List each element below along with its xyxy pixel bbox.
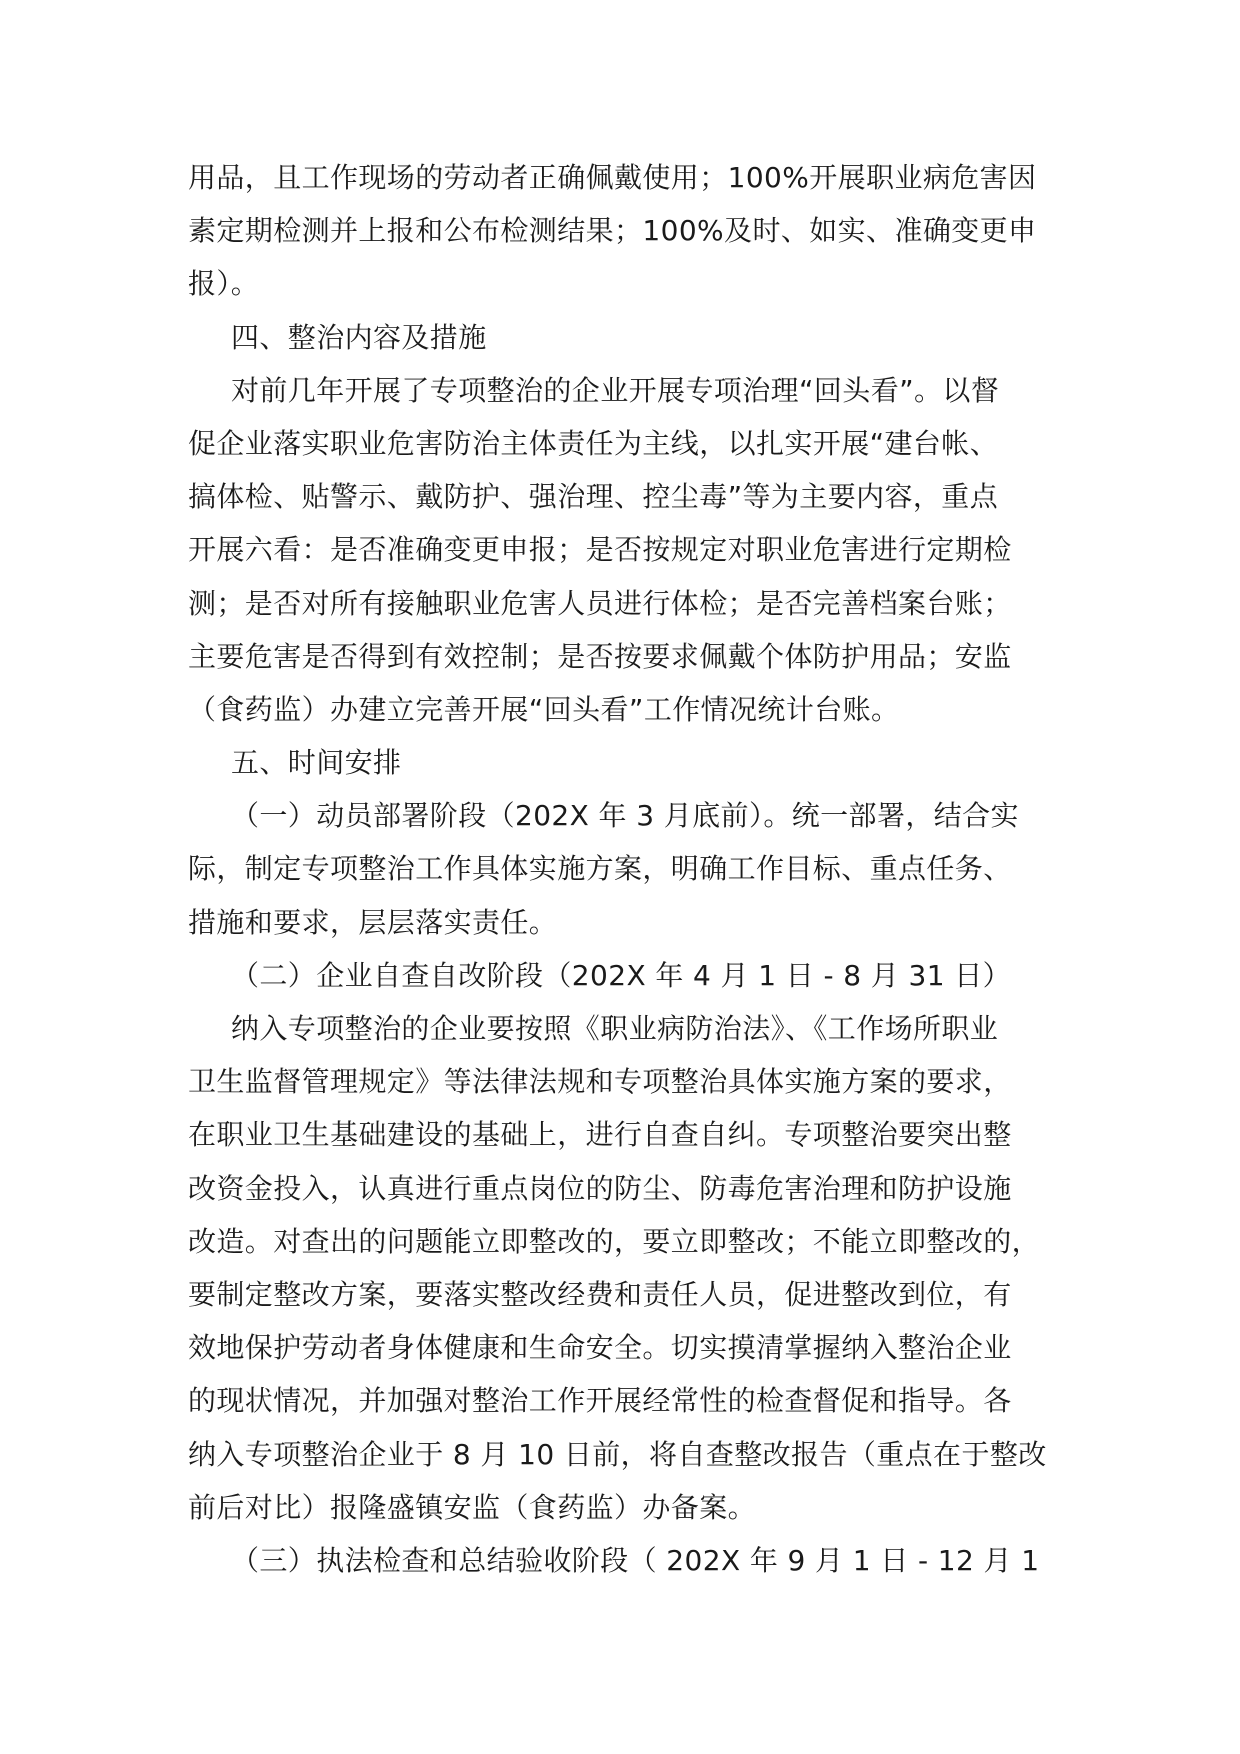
text-line: 素定期检测并上报和公布检测结果；100%及时、如实、准确变更申: [188, 214, 1037, 248]
text-line: 前后对比）报隆盛镇安监（食药监）办备案。: [188, 1490, 757, 1524]
text-line: 测；是否对所有接触职业危害人员进行体检；是否完善档案台账；: [188, 586, 1012, 620]
text-line: 用品，且工作现场的劳动者正确佩戴使用；100%开展职业病危害因: [188, 161, 1037, 194]
text-line: 在职业卫生基础建设的基础上，进行自查自纠。专项整治要突出整: [188, 1118, 1012, 1152]
text-line: 的现状情况，并加强对整治工作开展经常性的检查督促和指导。各: [188, 1384, 1012, 1418]
text-line: （食药监）办建立完善开展“回头看”工作情况统计台账。: [188, 692, 900, 726]
text-line: 纳入专项整治企业于 8 月 10 日前，将自查整改报告（重点在于整改: [188, 1437, 1047, 1471]
text-line: 四、整治内容及措施: [231, 320, 487, 354]
text-line: 要制定整改方案，要落实整改经费和责任人员，促进整改到位，有: [188, 1277, 1012, 1311]
text-line: 卫生监督管理规定》等法律法规和专项整治具体实施方案的要求，: [188, 1065, 1012, 1099]
text-line: 效地保护劳动者身体健康和生命安全。切实摸清掌握纳入整治企业: [188, 1331, 1012, 1365]
text-line: （一）动员部署阶段（202X 年 3 月底前）。统一部署，结合实: [231, 799, 1019, 833]
text-line: 措施和要求，层层落实责任。: [188, 905, 558, 939]
text-line: 促企业落实职业危害防治主体责任为主线，以扎实开展“建台帐、: [188, 426, 999, 460]
text-line: 开展六看：是否准确变更申报；是否按规定对职业危害进行定期检: [188, 533, 1012, 567]
text-line: 报）。: [188, 267, 260, 301]
document-body: [188, 151, 1068, 1587]
text-line: 际，制定专项整治工作具体实施方案，明确工作目标、重点任务、: [188, 852, 1012, 886]
text-line: 五、时间安排: [231, 746, 402, 780]
text-line: 改资金投入，认真进行重点岗位的防尘、防毒危害治理和防护设施: [188, 1171, 1012, 1205]
text-line: 对前几年开展了专项整治的企业开展专项治理“回头看”。以督: [231, 373, 1000, 407]
text-line: 纳入专项整治的企业要按照《职业病防治法》、《工作场所职业: [231, 1012, 999, 1045]
text-line: 主要危害是否得到有效控制；是否按要求佩戴个体防护用品；安监: [188, 639, 1012, 673]
text-line: （三）执法检查和总结验收阶段（ 202X 年 9 月 1 日 - 12 月 1: [231, 1543, 1040, 1577]
text-line: （二）企业自查自改阶段（202X 年 4 月 1 日 - 8 月 31 日）: [231, 958, 1012, 992]
text-line: 改造。对查出的问题能立即整改的，要立即整改；不能立即整改的，: [188, 1224, 1041, 1258]
text-line: 搞体检、贴警示、戴防护、强治理、控尘毒”等为主要内容，重点: [188, 480, 999, 514]
